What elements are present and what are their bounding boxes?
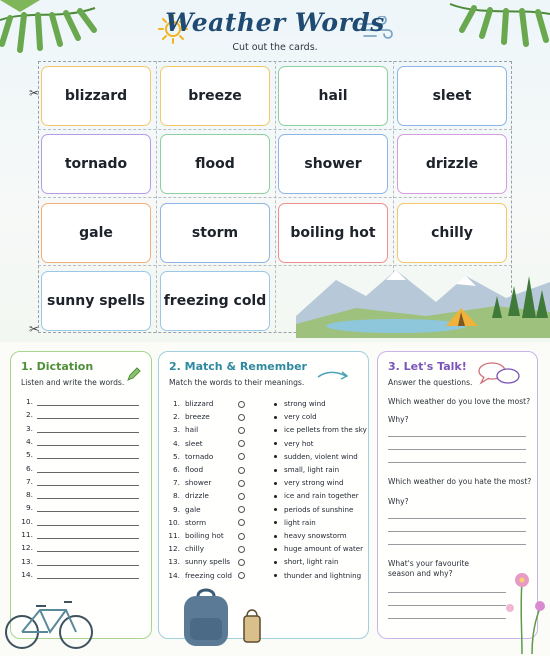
match-word-text: drizzle — [185, 491, 209, 501]
match-word-text: sunny spells — [185, 557, 231, 567]
match-word-text: flood — [185, 465, 204, 474]
match-word-text: storm — [185, 517, 207, 527]
dictation-answer-line[interactable] — [37, 439, 139, 446]
match-meaning: ice and rain together — [284, 491, 359, 501]
meaning-bullet[interactable] — [274, 495, 277, 498]
dictation-instruction: Listen and write the words. — [21, 378, 125, 387]
word-card[interactable]: flood — [160, 134, 270, 194]
answer-line[interactable] — [388, 436, 526, 437]
match-circle[interactable] — [238, 414, 245, 421]
worksheet-subtitle: Cut out the cards. — [232, 42, 318, 53]
dictation-answer-line[interactable] — [37, 426, 139, 433]
meaning-bullet[interactable] — [274, 403, 277, 406]
meaning-bullet[interactable] — [274, 521, 277, 524]
meaning-bullet[interactable] — [274, 561, 277, 564]
match-word-text: freezing cold — [185, 570, 232, 580]
dictation-answer-line[interactable] — [37, 492, 139, 499]
match-word-number: 7. — [173, 478, 180, 488]
meaning-bullet[interactable] — [274, 548, 277, 551]
meaning-bullet[interactable] — [274, 429, 277, 432]
dictation-number: 7. — [25, 476, 33, 486]
why-label: Why? — [388, 415, 409, 424]
dictation-row — [19, 503, 139, 512]
dictation-answer-line[interactable] — [37, 399, 139, 406]
pencil-icon — [126, 366, 142, 382]
match-word-text: gale — [185, 504, 201, 514]
match-circle[interactable] — [238, 480, 245, 487]
backpack-lantern-illustration — [170, 588, 270, 650]
word-card[interactable]: storm — [160, 203, 270, 263]
match-meaning: thunder and lightning — [284, 570, 362, 580]
dictation-number: 10. — [21, 516, 33, 526]
match-meaning: periods of sunshine — [284, 504, 354, 514]
dictation-answer-line[interactable] — [37, 532, 139, 539]
dictation-row — [19, 424, 139, 433]
dictation-answer-line[interactable] — [37, 559, 139, 566]
match-word — [167, 491, 209, 500]
match-meaning: short, light rain — [284, 557, 339, 567]
dictation-row — [19, 543, 139, 552]
match-circle[interactable] — [238, 440, 245, 447]
match-meaning: ice pellets from the sky — [284, 425, 367, 435]
match-circle[interactable] — [238, 519, 245, 526]
match-meaning: very strong wind — [284, 478, 344, 488]
dictation-answer-line[interactable] — [37, 519, 139, 526]
dictation-number: 8. — [25, 490, 33, 500]
match-word-number: 10. — [168, 517, 180, 527]
match-heading: 2. Match & Remember — [169, 360, 307, 373]
dictation-number: 4. — [25, 436, 33, 446]
dictation-answer-line[interactable] — [37, 452, 139, 459]
dictation-row — [19, 464, 139, 473]
match-word — [167, 478, 211, 487]
worksheet-title: Weather Words — [165, 8, 385, 37]
dictation-row — [19, 410, 139, 419]
question-favourite-season-line1: What's your favourite — [388, 559, 470, 568]
word-card[interactable]: sunny spells — [41, 271, 151, 331]
dictation-row — [19, 570, 139, 579]
dictation-row — [19, 477, 139, 486]
dictation-row — [19, 397, 139, 406]
meaning-bullet[interactable] — [274, 574, 277, 577]
meaning-bullet[interactable] — [274, 535, 277, 538]
match-circle[interactable] — [238, 453, 245, 460]
match-circle[interactable] — [238, 572, 245, 579]
dictation-row — [19, 557, 139, 566]
answer-line[interactable] — [388, 605, 506, 606]
dictation-row — [19, 450, 139, 459]
dictation-number: 11. — [21, 530, 33, 539]
match-word-text: hail — [185, 425, 199, 435]
match-circle[interactable] — [238, 533, 245, 540]
dictation-heading: 1. Dictation — [21, 360, 94, 373]
match-word — [167, 465, 203, 474]
cut-line — [38, 197, 512, 198]
dictation-row — [19, 530, 139, 539]
meaning-bullet[interactable] — [274, 482, 277, 485]
dictation-answer-line[interactable] — [37, 466, 139, 473]
dictation-answer-line[interactable] — [37, 505, 139, 512]
match-meaning: huge amount of water — [284, 544, 364, 554]
match-circle[interactable] — [238, 401, 245, 408]
meaning-bullet[interactable] — [274, 508, 277, 511]
dictation-row — [19, 437, 139, 446]
dictation-answer-line[interactable] — [37, 545, 139, 552]
dictation-answer-line[interactable] — [37, 572, 139, 579]
word-card[interactable]: tornado — [41, 134, 151, 194]
bicycle-illustration — [2, 592, 98, 654]
match-word — [167, 518, 206, 527]
answer-line[interactable] — [388, 449, 526, 450]
answer-line[interactable] — [388, 592, 506, 593]
speech-bubbles-icon — [476, 360, 522, 390]
match-word-text: chilly — [185, 544, 205, 554]
answer-line[interactable] — [388, 518, 526, 519]
question-love-weather: Which weather do you love the most? — [388, 397, 531, 406]
word-card[interactable]: chilly — [397, 203, 507, 263]
match-word — [167, 571, 232, 580]
answer-line[interactable] — [388, 531, 526, 532]
answer-line[interactable] — [388, 618, 506, 619]
mountain-lake-landscape-illustration — [296, 246, 550, 338]
match-word-number: 6. — [173, 465, 180, 474]
talk-heading: 3. Let's Talk! — [388, 360, 467, 373]
match-word — [167, 399, 213, 408]
match-meaning: small, light rain — [284, 465, 340, 474]
match-word-number: 12. — [168, 544, 180, 554]
match-word-text: shower — [185, 478, 212, 488]
meaning-bullet[interactable] — [274, 416, 277, 419]
match-word — [167, 412, 210, 421]
wildflowers-illustration — [502, 568, 548, 654]
dictation-number: 3. — [25, 423, 33, 433]
cut-line — [38, 129, 512, 130]
scissors-icon: ✂ — [29, 322, 40, 336]
match-word-number: 11. — [168, 531, 180, 540]
match-word-text: breeze — [185, 412, 210, 422]
dictation-number: 13. — [21, 556, 33, 566]
match-word-text: sleet — [185, 438, 203, 448]
dictation-number: 2. — [25, 410, 33, 420]
match-word-number: 9. — [173, 504, 180, 514]
match-word — [167, 439, 203, 448]
word-card[interactable]: breeze — [160, 66, 270, 126]
match-word — [167, 452, 213, 461]
match-word-number: 8. — [173, 491, 180, 501]
match-meaning: very cold — [284, 412, 317, 422]
match-word — [167, 557, 230, 566]
why-label: Why? — [388, 497, 409, 506]
dictation-number: 14. — [21, 569, 33, 579]
match-word-text: tornado — [185, 451, 214, 461]
answer-line[interactable] — [388, 544, 526, 545]
match-word — [167, 425, 198, 434]
match-word-number: 5. — [173, 451, 180, 461]
dictation-number: 5. — [25, 450, 33, 460]
word-card[interactable]: hail — [278, 66, 388, 126]
match-word — [167, 505, 201, 514]
match-word-number: 3. — [173, 425, 180, 435]
arrow-icon — [316, 368, 350, 382]
match-instruction: Match the words to their meanings. — [169, 378, 305, 387]
match-word-number: 2. — [173, 412, 180, 422]
dictation-number: 9. — [25, 503, 33, 513]
word-card[interactable]: shower — [278, 134, 388, 194]
match-circle[interactable] — [238, 546, 245, 553]
match-circle[interactable] — [238, 427, 245, 434]
match-word-text: blizzard — [185, 399, 214, 408]
word-card[interactable]: drizzle — [397, 134, 507, 194]
meaning-bullet[interactable] — [274, 469, 277, 472]
answer-line[interactable] — [388, 462, 526, 463]
match-word-number: 14. — [168, 570, 180, 580]
dictation-answer-line[interactable] — [37, 479, 139, 486]
match-circle[interactable] — [238, 559, 245, 566]
question-favourite-season-line2: season and why? — [388, 569, 453, 578]
match-meaning: sudden, violent wind — [284, 451, 358, 461]
word-card[interactable]: freezing cold — [160, 271, 270, 331]
match-circle[interactable] — [238, 506, 245, 513]
meaning-bullet[interactable] — [274, 442, 277, 445]
match-circle[interactable] — [238, 467, 245, 474]
word-card[interactable]: blizzard — [41, 66, 151, 126]
word-card[interactable]: gale — [41, 203, 151, 263]
match-word-number: 1. — [173, 399, 180, 408]
match-word-number: 4. — [173, 438, 180, 448]
word-card[interactable]: boiling hot — [278, 203, 388, 263]
match-word — [167, 544, 204, 553]
match-word — [167, 531, 224, 540]
dictation-number: 12. — [21, 543, 33, 553]
dictation-number: 6. — [25, 463, 33, 473]
match-meaning: light rain — [284, 517, 316, 527]
meaning-bullet[interactable] — [274, 455, 277, 458]
word-card[interactable]: sleet — [397, 66, 507, 126]
talk-instruction: Answer the questions. — [388, 378, 473, 387]
match-meaning: heavy snowstorm — [284, 531, 347, 540]
question-hate-weather: Which weather do you hate the most? — [388, 477, 532, 486]
dictation-number: 1. — [25, 397, 33, 406]
dictation-answer-line[interactable] — [37, 412, 139, 419]
match-meaning: very hot — [284, 438, 314, 448]
match-meaning: strong wind — [284, 399, 326, 408]
match-circle[interactable] — [238, 493, 245, 500]
dictation-row — [19, 490, 139, 499]
match-word-text: boiling hot — [185, 531, 224, 540]
match-word-number: 13. — [168, 557, 180, 567]
scissors-icon: ✂ — [29, 86, 40, 100]
dictation-row — [19, 517, 139, 526]
